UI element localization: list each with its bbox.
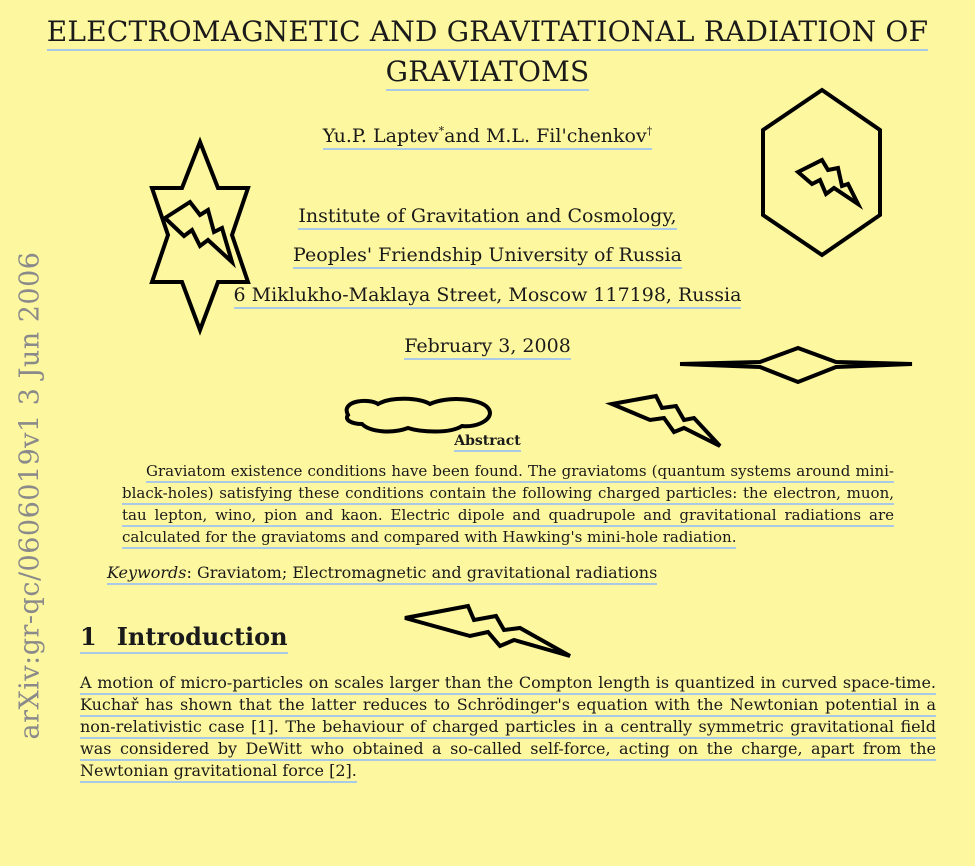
hexagon-icon: [763, 90, 880, 255]
affiliation-line-1: Institute of Gravitation and Cosmology,: [0, 205, 975, 227]
keywords-text: : Graviatom; Electromagnetic and gravitational radiations: [186, 563, 658, 582]
paper-title: [0, 12, 975, 92]
title-line-2: GRAVIATOMS: [386, 55, 590, 91]
author-1: Yu.P. Laptev*: [323, 125, 444, 150]
lightning-icon: [405, 606, 570, 656]
affiliation-line-2: Peoples' Friendship University of Russia: [0, 244, 975, 266]
section-heading: 1 Introduction: [80, 622, 288, 651]
lightning-icon: [798, 160, 858, 204]
keywords-label: Keywords: [107, 563, 187, 582]
abstract-heading: Abstract: [0, 430, 975, 449]
authors: [0, 125, 975, 147]
arxiv-stamp: arXiv:gr-qc/0606019v1 3 Jun 2006: [14, 251, 46, 740]
intro-paragraph: A motion of micro-particles on scales larger than the Compton length is quantized in curved space-time. Kuchař has shown that the latter reduces to Schrödinger's equation with the Newtonian potential in a non-relativistic case [1]. The behaviour of charged particles in a centrally symmetric gravitational field was considered by DeWitt who obtained a so-called self-force, acting on the charge, apart from the Newtonian gravitational force [2].: [80, 672, 936, 782]
keywords: [107, 563, 657, 582]
paper-date: February 3, 2008: [0, 335, 975, 357]
abstract-text: Graviatom existence conditions have been found. The graviatoms (quantum systems around mini-black-holes) satisfying these conditions contain the following charged particles: the electron, muon, tau lepton, wino, pion and kaon. Electric dipole and quadrupole and gravitational radiations are calculated for the graviatoms and compared with Hawking's mini-hole radiation.: [122, 460, 894, 548]
author-2: and M.L. Fil'chenkov†: [444, 125, 652, 150]
affiliation-line-3: 6 Miklukho-Maklaya Street, Moscow 117198, Russia: [0, 284, 975, 306]
cloud-icon: [347, 399, 490, 432]
title-line-1: ELECTROMAGNETIC AND GRAVITATIONAL RADIATION OF: [47, 15, 928, 51]
